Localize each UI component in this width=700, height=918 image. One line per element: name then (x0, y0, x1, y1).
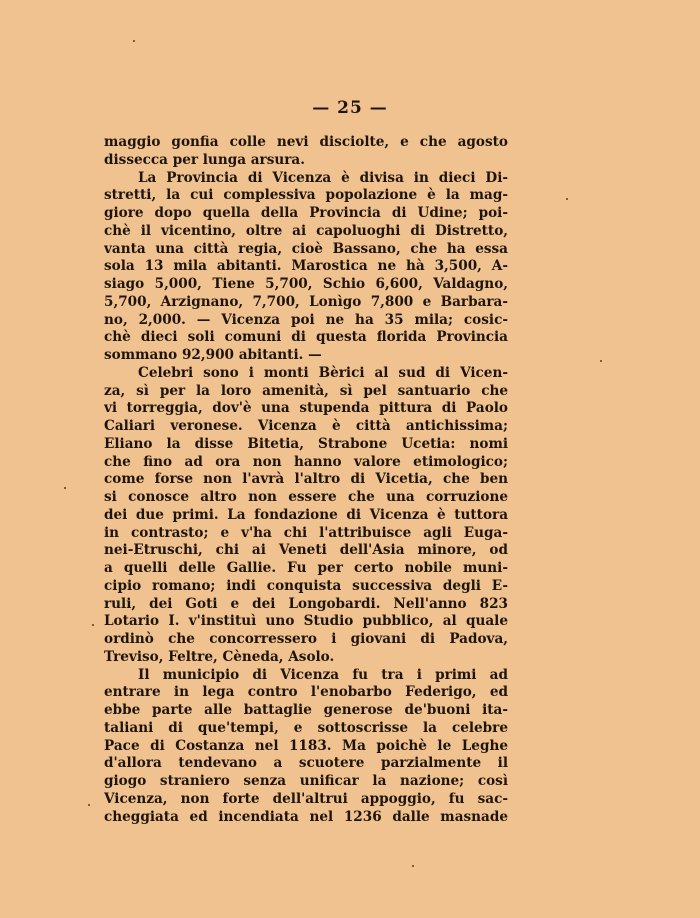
paper-speck (64, 487, 66, 489)
text-line: no, 2,000. — Vicenza poi ne ha 35 mila; cosic- (104, 311, 508, 328)
text-line: entrare in lega contro l'enobarbo Federigo, ed (104, 684, 508, 701)
text-line: ruli, dei Goti e dei Longobardi. Nell'anno 823 (104, 595, 508, 612)
text-line: 5,700, Arzignano, 7,700, Lonìgo 7,800 e Barbara- (104, 293, 508, 310)
text-line: sola 13 mila abitanti. Marostica ne hà 3,500, A- (104, 258, 508, 275)
text-line: chè dieci soli comuni di questa florida Provincia (104, 329, 508, 346)
text-line: Il municipio di Vicenza fu tra i primi ad (138, 666, 508, 683)
text-line: giogo straniero senza unificar la nazione; così (104, 773, 508, 789)
text-line: stretti, la cui complessiva popolazione è la mag- (104, 187, 508, 204)
text-line: Celebri sono i monti Bèrici al sud di Vicen- (138, 364, 508, 381)
text-line: cheggiata ed incendiata nel 1236 dalle masnade (104, 808, 508, 825)
text-line: sommano 92,900 abitanti. — (104, 347, 322, 363)
text-line: vanta una città regia, cioè Bassano, che ha essa (104, 240, 508, 257)
text-line: a quelli delle Gallie. Fu per certo nobile muni- (104, 560, 508, 576)
text-line: ebbe parte alle battaglie generose de'buoni ita- (104, 702, 508, 718)
text-line: Lotario I. v'instituì uno Studio pubblico, al quale (104, 613, 508, 630)
text-line: nei-Etruschi, chi ai Veneti dell'Asia minore, od (104, 542, 508, 559)
text-line: cipio romano; indi conquista successiva degli E- (104, 577, 508, 594)
text-line: za, sì per la loro amenità, sì pel santuario che (104, 382, 508, 399)
text-line: d'allora tendevano a scuotere parzialmente il (104, 755, 508, 772)
text-line: dissecca per lunga arsura. (104, 151, 305, 168)
text-line: si conosce altro non essere che una corruzione (104, 489, 508, 505)
text-line: in contrasto; e v'ha chi l'attribuisce agli Euga- (104, 524, 508, 541)
paper-speck (600, 360, 602, 362)
body-text (104, 134, 508, 826)
text-line: Pace di Costanza nel 1183. Ma poichè le Leghe (104, 737, 508, 754)
text-line: siago 5,000, Tiene 5,700, Schio 6,600, Valdagno, (104, 276, 508, 292)
paper-speck (92, 624, 94, 626)
text-line: vi torreggia, dov'è una stupenda pittura di Paolo (104, 400, 508, 417)
paper-speck (566, 198, 568, 200)
text-line: chè il vicentino, oltre ai capoluoghi di Distretto, (104, 222, 508, 239)
text-line: Eliano la disse Bitetia, Strabone Ucetia: nomi (104, 435, 508, 452)
text-line: Vicenza, non forte dell'altrui appoggio, fu sac- (104, 790, 508, 807)
text-line: dei due primi. La fondazione di Vicenza è tuttora (104, 506, 508, 523)
paper-speck (412, 865, 414, 867)
text-line: come forse non l'avrà l'altro di Vicetia, che ben (104, 471, 508, 488)
text-line: ordinò che concorressero i giovani di Padova, (104, 631, 508, 647)
text-line: Caliari veronese. Vicenza è città antichissima; (104, 418, 508, 434)
text-line: che fino ad ora non hanno valore etimologico; (104, 453, 508, 470)
text-line: taliani di que'tempi, e sottoscrisse la celebre (104, 719, 508, 736)
page-number: — 25 — (312, 98, 388, 118)
text-line: giore dopo quella della Provincia di Udine; poi- (104, 205, 508, 221)
text-line: Treviso, Feltre, Cèneda, Asolo. (104, 648, 335, 665)
text-line: maggio gonfia colle nevi disciolte, e che agosto (104, 134, 508, 150)
text-line: La Provincia di Vicenza è divisa in dieci Di- (138, 169, 508, 186)
paper-speck (88, 804, 90, 806)
paper-speck (133, 40, 135, 42)
